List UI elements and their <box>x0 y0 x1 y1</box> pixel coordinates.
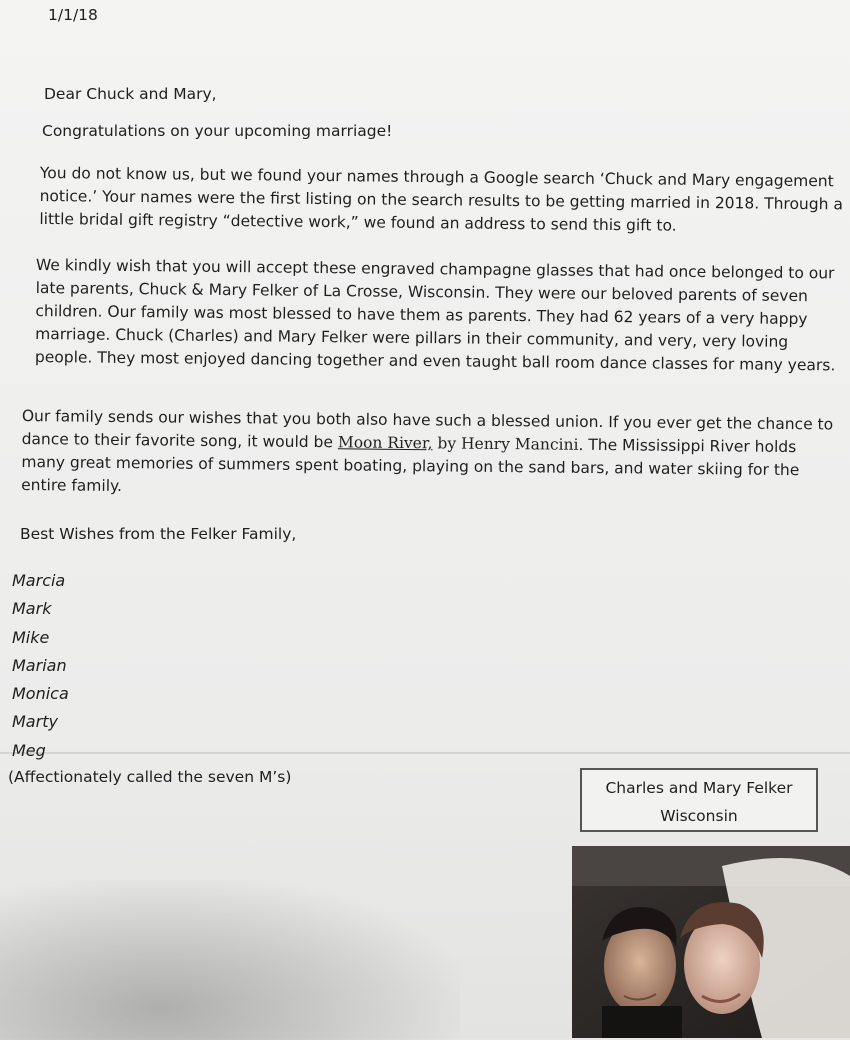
paragraph-line: little bridal gift registry “detective work,” we found an address to send this gift to. <box>39 209 677 235</box>
song-artist: by Henry Mancini. <box>432 434 584 454</box>
paper-fold-line <box>0 752 850 754</box>
paragraph-line: marriage. Chuck (Charles) and Mary Felker were pillars in their community, and very, very loving <box>35 324 789 351</box>
signature-names <box>12 567 69 765</box>
letter-greeting: Dear Chuck and Mary, <box>44 85 217 103</box>
paragraph-line: You do not know us, but we found your names through a Google search ‘Chuck and Mary engagement <box>39 163 834 191</box>
paragraph-line: notice.’ Your names were the first listing on the search results to be getting married in 2018. Through a <box>39 186 843 214</box>
signature-name: Marian <box>12 655 67 675</box>
paragraph-line: children. Our family was most blessed to have them as parents. They had 62 years of a very happy <box>35 301 808 329</box>
letter-date: 1/1/18 <box>48 6 98 24</box>
caption-box <box>580 768 818 832</box>
letter-closing: Best Wishes from the Felker Family, <box>20 525 297 543</box>
letter-congrats: Congratulations on your upcoming marriage! <box>42 122 393 140</box>
signature-name: Monica <box>12 684 69 704</box>
wedding-photo-icon <box>572 846 850 1038</box>
paragraph-line: We kindly wish that you will accept these engraved champagne glasses that had once belonged to our <box>35 255 835 283</box>
signature-name: Mark <box>12 599 52 619</box>
song-title: Moon River, <box>337 433 433 453</box>
wedding-photo <box>572 846 850 1038</box>
paragraph-3 <box>21 405 833 505</box>
paragraph-line: many great memories of summers spent boating, playing on the sand bars, and water skiing for the <box>21 452 800 480</box>
paper-shadow <box>0 880 460 1040</box>
caption-line-1: Charles and Mary Felker <box>605 779 793 797</box>
paragraph-line: people. They most enjoyed dancing together and even taught ball room dance classes for many years. <box>34 347 836 375</box>
affectionate-note: (Affectionately called the seven M’s) <box>8 768 292 786</box>
signature-name: Marcia <box>12 571 66 590</box>
signature-name: Mike <box>12 627 50 647</box>
paragraph-2 <box>35 254 837 377</box>
line-start: dance to their favorite song, it would be <box>21 429 338 452</box>
paragraph-line: Our family sends our wishes that you both also have such a blessed union. If you ever get the chance to <box>21 406 834 434</box>
caption-line-2: Wisconsin <box>660 807 738 825</box>
paragraph-1 <box>39 162 843 239</box>
song-reference <box>338 433 584 454</box>
paragraph-line: late parents, Chuck & Mary Felker of La Crosse, Wisconsin. They were our beloved parents of seven <box>35 278 808 306</box>
signature-name: Meg <box>12 740 46 760</box>
signature-name: Marty <box>12 712 58 732</box>
line-end: The Mississippi River holds <box>583 435 797 457</box>
paragraph-line: entire family. <box>21 475 123 496</box>
